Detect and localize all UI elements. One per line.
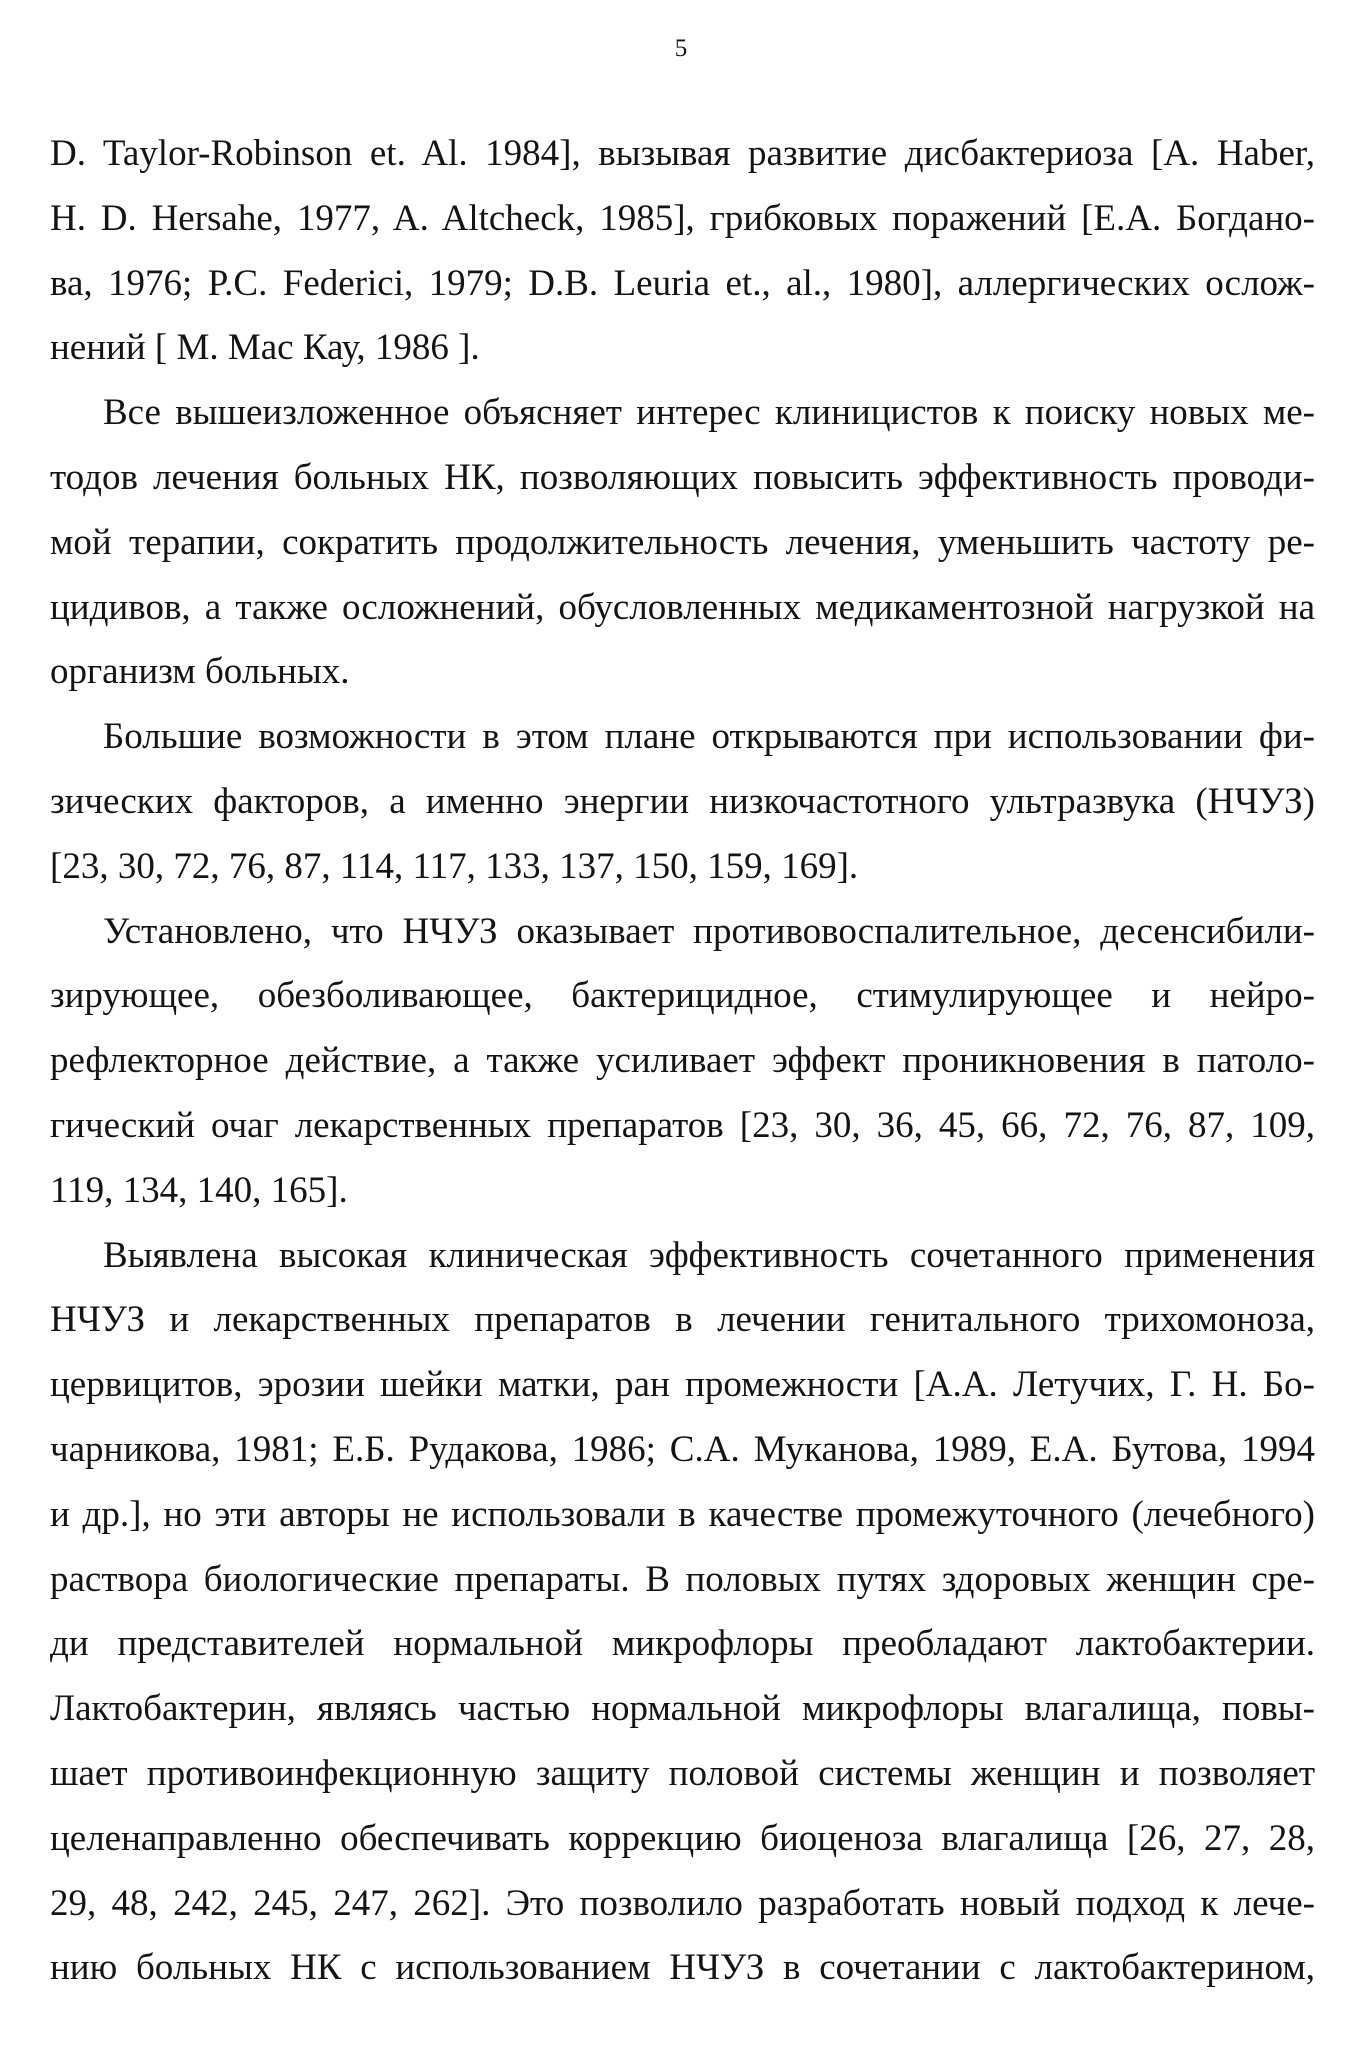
text-line: гический очаг лекарственных препаратов [23, 30, 36, 45, 66, 72, 76, 87, 109, [50,1104,1315,1146]
paragraph [50,1224,1315,2002]
text-line: шает противоинфекционную защиту половой системы женщин и позволяет [50,1752,1315,1794]
text-line: рефлекторное действие, а также усиливает эффект проникновения в патоло- [50,1040,1315,1082]
text-line: 119, 134, 140, 165]. [50,1169,348,1211]
text-line: нию больных НК с использованием НЧУЗ в сочетании с лактобактерином, [50,1947,1315,1989]
text-line: [23, 30, 72, 76, 87, 114, 117, 133, 137, 150, 159, 169]. [50,845,859,887]
text-line: целенаправленно обеспечивать коррекцию биоценоза влагалища [26, 27, 28, [50,1817,1315,1859]
text-line: и др.], но эти авторы не использовали в качестве промежуточного (лечебного) [50,1493,1315,1535]
text-line: 29, 48, 242, 245, 247, 262]. Это позволило разработать новый подход к лече- [50,1882,1315,1924]
text-line: цервицитов, эрозии шейки матки, ран промежности [А.А. Летучих, Г. Н. Бо- [50,1364,1315,1406]
text-line: Лактобактерин, являясь частью нормальной микрофлоры влагалища, повы- [50,1688,1315,1730]
paragraph [50,381,1315,705]
text-line: НЧУЗ и лекарственных препаратов в лечении генитального трихомоноза, [50,1299,1315,1341]
text-line: Большие возможности в этом плане открываются при использовании фи- [103,716,1315,758]
text-line: нений [ M. Mac Кау, 1986 ]. [50,327,480,369]
text-line: Все вышеизложенное объясняет интерес клиницистов к поиску новых ме- [103,392,1315,434]
text-line: тодов лечения больных НК, позволяющих повысить эффективность проводи- [50,456,1315,498]
text-line: организм больных. [50,651,350,693]
text-line: Выявлена высокая клиническая эффективность сочетанного применения [103,1234,1315,1276]
text-line: зических факторов, а именно энергии низкочастотного ультразвука (НЧУЗ) [50,780,1315,822]
text-line: ди представителей нормальной микрофлоры преобладают лактобактерии. [50,1623,1315,1665]
text-line: зирующее, обезболивающее, бактерицидное, стимулирующее и нейро- [50,975,1315,1017]
text-line: чарникова, 1981; Е.Б. Рудакова, 1986; С.А. Муканова, 1989, Е.А. Бутова, 1994 [50,1428,1315,1470]
document-body [50,122,1315,2001]
page-number: 5 [674,35,688,62]
paragraph [50,900,1315,1224]
paragraph [50,705,1315,899]
text-line: Установлено, что НЧУЗ оказывает противовоспалительное, десенсибили- [103,910,1315,952]
text-line: раствора биологические препараты. В половых путях здоровых женщин сре- [50,1558,1315,1600]
paragraph [50,122,1315,381]
text-line: D. Taylor-Robinson et. Al. 1984], вызывая развитие дисбактериоза [A. Haber, [50,133,1315,174]
text-line: мой терапии, сократить продолжительность лечения, уменьшить частоту ре- [50,521,1315,563]
text-line: ва, 1976; P.C. Federici, 1979; D.B. Leuria et., al., 1980], аллергических ослож- [50,262,1315,304]
text-line: цидивов, а также осложнений, обусловленных медикаментозной нагрузкой на [50,586,1315,628]
text-line: H. D. Hersahe, 1977, A. Altcheck, 1985], грибковых поражений [Е.А. Богдано- [50,197,1315,239]
